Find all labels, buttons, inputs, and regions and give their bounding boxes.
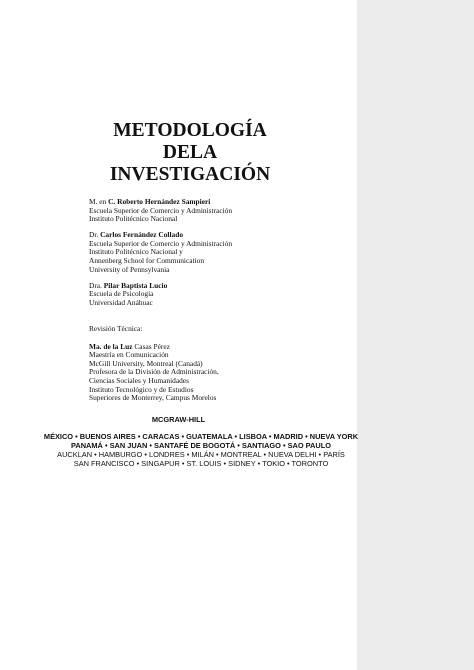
affiliation-line: Instituto Politécnico Nacional y (89, 247, 183, 257)
reviewer-name-rest: Casas Pérez (132, 341, 170, 351)
author-name: Carlos Fernández Collado (100, 230, 184, 240)
cities-list (0, 432, 402, 468)
review-heading: Revisión Técnica: (89, 324, 143, 334)
affiliation-line: Annenberg School for Communication (89, 256, 205, 266)
cities-line: AUCKLAN • HAMBURGO • LONDRES • MILÁN • MONTREAL • NUEVA DELHI • PARÍS (57, 450, 345, 459)
review-line: Instituto Tecnológico y de Estudios (89, 384, 194, 394)
publisher-name: MCGRAW-HILL (151, 415, 206, 424)
reviewer-name-bold: Ma. de la Luz (89, 341, 133, 351)
affiliation-line: Escuela de Psicología (89, 289, 154, 299)
author-prefix: Dr. (89, 230, 101, 240)
title-line: DELA (162, 142, 218, 163)
author-block (89, 231, 349, 274)
affiliation-line: Escuela Superior de Comercio y Administración (89, 238, 233, 248)
review-line: McGill University, Montreal (Canadá) (89, 358, 203, 368)
review-line: Superiores de Monterrey, Campus Morelos (89, 393, 217, 403)
affiliation-line: Universidad Anáhuac (89, 297, 153, 307)
title-line: METODOLOGÍA (113, 120, 267, 141)
affiliation-line: Escuela Superior de Comercio y Administración (89, 205, 233, 215)
affiliation-line: University of Pennsylvania (89, 264, 170, 274)
author-prefix: Dra. (89, 280, 104, 290)
author-name: Pilar Baptista Lucio (103, 280, 168, 290)
title-line: INVESTIGACIÓN (109, 164, 271, 185)
author-block (89, 198, 349, 224)
author-block (89, 282, 349, 308)
sidebar-panel (357, 0, 474, 670)
cities-line: PANAMÁ • SAN JUAN • SANTAFÉ DE BOGOTÁ • SANTIAGO • SAO PAULO (71, 441, 331, 450)
author-prefix: M. en (89, 197, 109, 206)
review-line: Profesora de la División de Administración, (89, 367, 219, 377)
author-name: C. Roberto Hernández Sampieri (108, 197, 211, 206)
review-block (89, 325, 349, 403)
book-title (60, 120, 320, 186)
cities-line: SAN FRANCISCO • SINGAPUR • ST. LOUIS • SIDNEY • TOKIO • TORONTO (73, 459, 329, 468)
cities-line: MÉXICO • BUENOS AIRES • CARACAS • GUATEMALA • LISBOA • MADRID • NUEVA YORK (43, 432, 359, 441)
authors-section (89, 198, 349, 410)
review-line: Maestría en Comunicación (89, 350, 169, 360)
review-line: Ciencias Sociales y Humanidades (89, 376, 189, 385)
affiliation-line: Instituto Politécnico Nacional (89, 214, 178, 224)
